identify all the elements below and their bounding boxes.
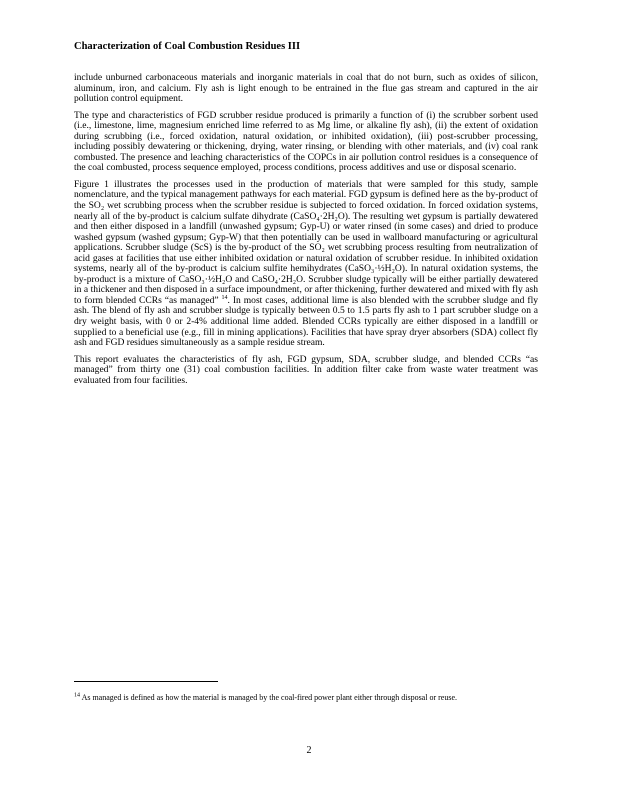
footnote-separator <box>74 681 218 682</box>
footnote-text: As managed is defined as how the material is managed by the coal-fired power plant either through disposal or reuse. <box>81 693 457 702</box>
body-text <box>74 73 538 392</box>
page-number: 2 <box>306 745 312 756</box>
footnote-marker: 14 <box>74 692 80 699</box>
footnote <box>74 692 514 703</box>
footnote-reference[interactable]: 14 <box>221 294 228 301</box>
paragraph-figure-1-part-a: Figure 1 illustrates the processes used in the production of materials that were sampled for this study, sample nomenclature, and the typical management pathways for each material. FGD gypsum is defined here as the by-product of the SO₂ wet scrubbing process when the scrubber residue is subjected to forced oxidation. In forced oxidation systems, nearly all of the by-product is calcium sulfate dihydrate (CaSO₄·2H₂O). The resulting wet gypsum is partially dewatered and then either disposed in a landfill (unwashed gypsum; Gyp-U) or water rinsed (in some cases) and dried to produce washed gypsum (washed gypsum; Gyp-W) that then potentially can be used in wallboard manufacturing or agricultural applications. Scrubber sludge (ScS) is the by-product of the SO₂ wet scrubbing process resulting from neutralization of acid gases at facilities that use either inhibited oxidation or natural oxidation of scrubber residue. In inhibited oxidation systems, nearly all of the by-product is calcium sulfite hemihydrates (CaSO₃·½H₂O). In natural oxidation systems, the by-product is a mixture of CaSO₃·½H₂O and CaSO₄·2H₂O. Scrubber sludge typically will be either partially dewatered in a thickener and then disposed in a surface impoundment, or after thickening, further dewatered and mixed with fly ash to form blended CCRs “as managed” <box>74 178 538 306</box>
paragraph-fly-ash: include unburned carbonaceous materials and inorganic materials in coal that do not burn, such as oxides of silicon, aluminum, iron, and calcium. Fly ash is light enough to be entrained in the flue gas stream and captured in the air pollution control equipment. <box>74 72 538 105</box>
paragraph-fgd-residue: The type and characteristics of FGD scrubber residue produced is primarily a function of (i) the scrubber sorbent used (i.e., limestone, lime, magnesium enriched lime referred to as Mg lime, or alkaline fly ash), (ii) the extent of oxidation during scrubbing (i.e., forced oxidation, natural oxidation, or inhibited oxidation), (iii) post-scrubber processing, including possibly dewatering or thickening, drying, water rinsing, or blending with other materials, and (iv) coal rank combusted. The presence and leaching characteristics of the COPCs in air pollution control residues is a consequence of the coal combusted, process sequence employed, process conditions, process additives and use or disposal scenario. <box>74 109 538 174</box>
paragraph-figure-1-part-b: . In most cases, additional lime is also blended with the scrubber sludge and fly ash. The blend of fly ash and scrubber sludge is typically between 0.5 to 1.5 parts fly ash to 1 part scrubber sludge on a dry weight basis, with 0 or 2-4% additional lime added. Blended CCRs typically are either disposed in a landfill or supplied to a beneficial use (e.g., fill in mining applications). Facilities that have spray dryer absorbers (SDA) collect fly ash and FGD residues simultaneously as a sample residue stream. <box>74 294 538 349</box>
paragraph-report-scope: This report evaluates the characteristics of fly ash, FGD gypsum, SDA, scrubber sludge, and blended CCRs “as managed” from thirty one (31) coal combustion facilities. In addition filter cake from waste water treatment was evaluated from four facilities. <box>74 353 538 386</box>
running-header: Characterization of Coal Combustion Residues III <box>74 41 301 52</box>
paragraph-figure-1 <box>74 180 538 349</box>
